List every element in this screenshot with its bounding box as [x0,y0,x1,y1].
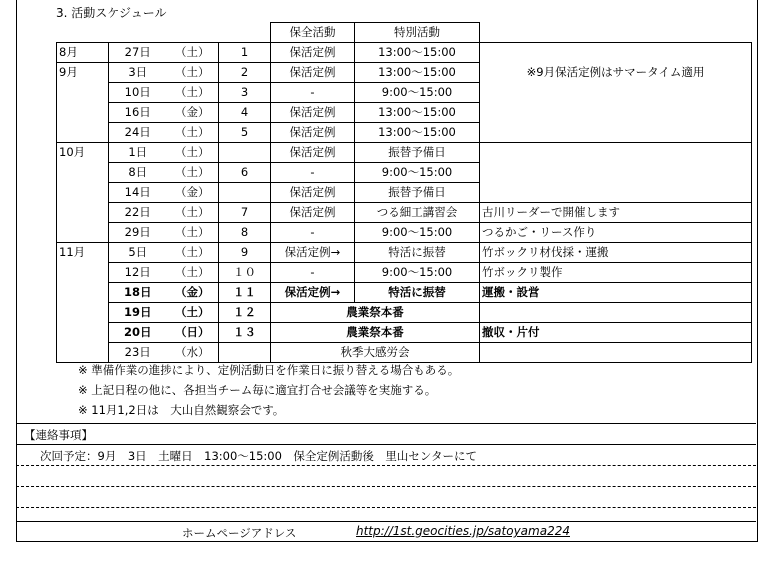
session-number-cell: 7 [219,203,271,223]
session-number-cell [219,343,271,363]
regular-activity-cell: 保活定例 [271,183,355,203]
session-number-cell: １３ [219,323,271,343]
schedule-table [56,22,752,363]
weekday-cell: （金） [167,183,219,203]
weekday-cell: （日） [167,323,219,343]
event-cell: 農業祭本番 [271,303,480,323]
weekday-cell: （土） [167,43,219,63]
header-regular: 保全活動 [271,23,355,43]
session-number-cell: 9 [219,243,271,263]
header-special: 特別活動 [355,23,480,43]
table-row [57,283,752,303]
table-row [57,43,752,63]
table-header-row [57,23,752,43]
weekday-cell: （土） [167,263,219,283]
session-number-cell: 1 [219,43,271,63]
table-row [57,143,752,163]
weekday-cell: （土） [167,83,219,103]
weekday-cell: （土） [167,163,219,183]
regular-activity-cell: 保活定例→ [271,283,355,303]
special-activity-cell: 13:00～15:00 [355,123,480,143]
day-cell: 8日 [109,163,167,183]
regular-activity-cell: 保活定例 [271,63,355,83]
special-activity-cell: つる細工講習会 [355,203,480,223]
day-cell: 1日 [109,143,167,163]
special-activity-cell: 振替予備日 [355,183,480,203]
day-cell: 20日 [109,323,167,343]
weekday-cell: （土） [167,63,219,83]
contact-section [16,423,756,508]
weekday-cell: （金） [167,103,219,123]
day-cell: 18日 [109,283,167,303]
section-title: 3. 活動スケジュール [56,6,167,20]
session-number-cell: １２ [219,303,271,323]
regular-activity-cell: 保活定例 [271,143,355,163]
table-row [57,343,752,363]
remark-cell: 竹ボックリ材伐採・運搬 [480,243,752,263]
day-cell: 10日 [109,83,167,103]
special-activity-cell: 特活に振替 [355,243,480,263]
footer [16,521,756,542]
regular-activity-cell: - [271,163,355,183]
day-cell: 29日 [109,223,167,243]
note-1: ※ 準備作業の進捗により、定例活動日を作業日に振り替える場合もある。 [78,363,460,377]
schedule-rows [57,43,752,363]
day-cell: 14日 [109,183,167,203]
regular-activity-cell: - [271,263,355,283]
weekday-cell: （土） [167,203,219,223]
session-number-cell: １１ [219,283,271,303]
day-cell: 5日 [109,243,167,263]
regular-activity-cell: - [271,223,355,243]
contact-title: 【連絡事項】 [24,428,93,442]
weekday-cell: （土） [167,303,219,323]
regular-activity-cell: 保活定例 [271,103,355,123]
day-cell: 16日 [109,103,167,123]
weekday-cell: （土） [167,243,219,263]
month-cell: 9月 [57,63,109,143]
session-number-cell: １０ [219,263,271,283]
day-cell: 19日 [109,303,167,323]
remark-cell: 竹ボックリ製作 [480,263,752,283]
month-cell: 10月 [57,143,109,243]
day-cell: 12日 [109,263,167,283]
session-number-cell: 4 [219,103,271,123]
day-cell: 24日 [109,123,167,143]
remark-cell: 撤収・片付 [480,323,752,343]
weekday-cell: （土） [167,143,219,163]
table-row [57,263,752,283]
event-cell: 農業祭本番 [271,323,480,343]
next-schedule: 次回予定：9月 3日 土曜日 13:00～15:00 保全定例活動後 里山センターにて [40,449,477,463]
remark-cell: 運搬・設営 [480,283,752,303]
remark-cell: 古川リーダーで開催します [480,203,752,223]
special-activity-cell: 9:00～15:00 [355,263,480,283]
day-cell: 3日 [109,63,167,83]
special-activity-cell: 13:00～15:00 [355,43,480,63]
table-row [57,323,752,343]
homepage-link[interactable]: http://1st.geocities.jp/satoyama224 [356,524,570,538]
session-number-cell [219,183,271,203]
regular-activity-cell: 保活定例→ [271,243,355,263]
session-number-cell: 6 [219,163,271,183]
table-row [57,63,752,83]
session-number-cell: 8 [219,223,271,243]
session-number-cell: 5 [219,123,271,143]
remark-cell [480,303,752,323]
regular-activity-cell: 保活定例 [271,43,355,63]
note-2: ※ 上記日程の他に、各担当チーム毎に適宜打合せ会議等を実施する。 [78,383,437,397]
special-activity-cell: 9:00～15:00 [355,83,480,103]
table-row [57,223,752,243]
table-row [57,203,752,223]
weekday-cell: （土） [167,223,219,243]
regular-activity-cell: 保活定例 [271,203,355,223]
session-number-cell: 3 [219,83,271,103]
session-number-cell [219,143,271,163]
note-3: ※ 11月1,2日は 大山自然観察会です。 [78,403,285,417]
regular-activity-cell: - [271,83,355,103]
regular-activity-cell: 保活定例 [271,123,355,143]
remark-cell: ※9月保活定例はサマータイム適用 [480,63,752,143]
day-cell: 27日 [109,43,167,63]
weekday-cell: （土） [167,123,219,143]
event-cell: 秋季大感労会 [271,343,480,363]
remark-cell: つるかご・リース作り [480,223,752,243]
table-row [57,243,752,263]
month-cell: 11月 [57,243,109,363]
special-activity-cell: 9:00～15:00 [355,163,480,183]
remark-cell [480,43,752,63]
special-activity-cell: 13:00～15:00 [355,103,480,123]
homepage-label: ホームページアドレス [182,526,297,540]
special-activity-cell: 9:00～15:00 [355,223,480,243]
day-cell: 23日 [109,343,167,363]
session-number-cell: 2 [219,63,271,83]
remark-cell [480,343,752,363]
remark-cell [480,143,752,203]
month-cell: 8月 [57,43,109,63]
day-cell: 22日 [109,203,167,223]
special-activity-cell: 13:00～15:00 [355,63,480,83]
table-row [57,303,752,323]
weekday-cell: （水） [167,343,219,363]
weekday-cell: （金） [167,283,219,303]
special-activity-cell: 特活に振替 [355,283,480,303]
special-activity-cell: 振替予備日 [355,143,480,163]
